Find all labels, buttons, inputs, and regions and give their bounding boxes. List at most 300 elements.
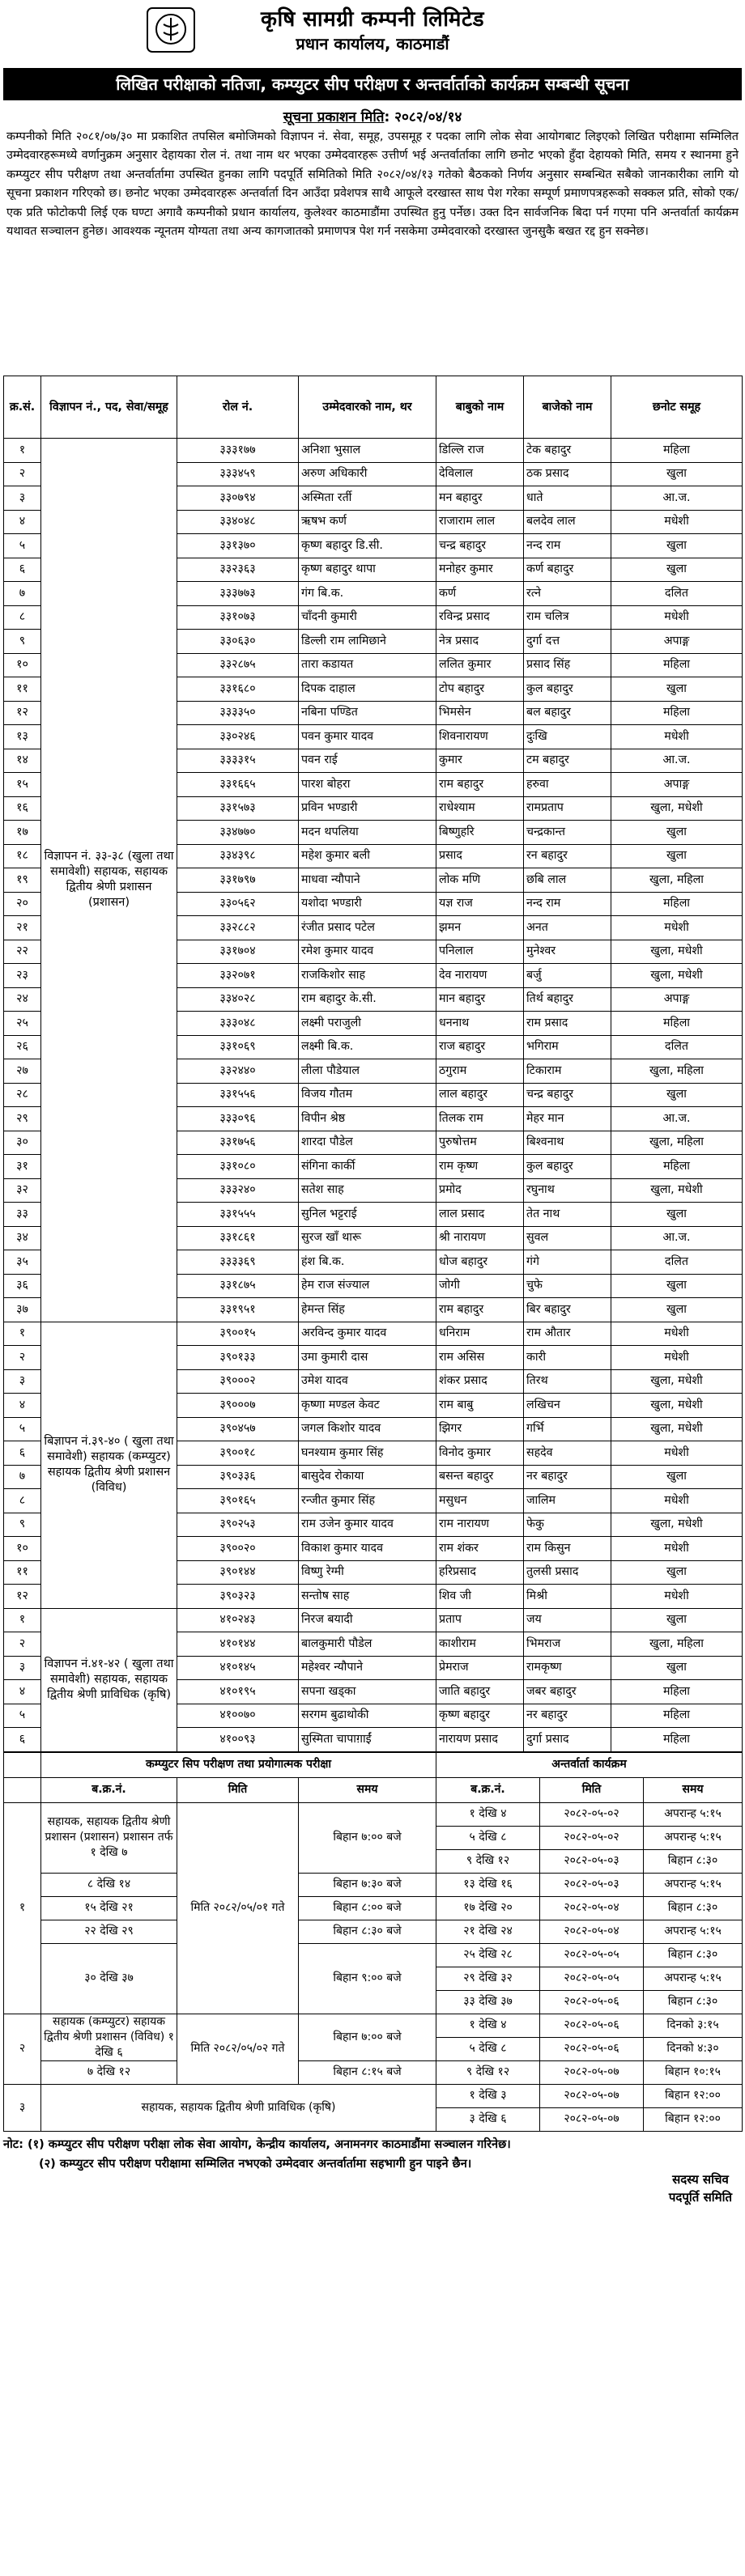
int-date: २०८२-०५-०५ <box>540 1943 644 1967</box>
int-roll: २५ देखि २८ <box>436 1943 540 1967</box>
row-selection-group: महिला <box>611 1728 743 1752</box>
sch-roll-range <box>41 1802 177 1873</box>
row-selection-group: मधेशी <box>611 1585 743 1609</box>
row-sn: २१ <box>4 916 41 940</box>
row-selection-group: महिला <box>611 439 743 463</box>
row-selection-group: खुला <box>611 1608 743 1632</box>
row-roll: ३३३३६९ <box>177 1250 299 1275</box>
int-roll: १ देखि ४ <box>436 2014 540 2037</box>
sch-roll: ३० देखि ३७ <box>41 1943 177 2014</box>
row-selection-group: मधेशी <box>611 1537 743 1561</box>
schedule-blank <box>4 1752 41 1777</box>
row-roll: ३३१६६५ <box>177 773 299 797</box>
row-candidate-name: विष्णु रेग्मी <box>299 1560 436 1585</box>
row-roll: ३३२८८२ <box>177 916 299 940</box>
row-grandfather-name: बर्जु <box>524 964 611 988</box>
int-roll: ३३ देखि ३७ <box>436 1990 540 2014</box>
row-grandfather-name: दुर्गा प्रसाद <box>524 1728 611 1752</box>
row-candidate-name: राजकिशोर साह <box>299 964 436 988</box>
row-father-name: शिव जी <box>436 1585 524 1609</box>
row-roll: ३३१५५५ <box>177 1203 299 1227</box>
row-roll: ३३३३१५ <box>177 749 299 773</box>
row-grandfather-name: रन बहादुर <box>524 844 611 868</box>
row-roll: ३३१५५६ <box>177 1083 299 1107</box>
note-1: नोट: (१) कम्प्युटर सीप परीक्षण परीक्षा लोक सेवा आयोग, केन्द्रीय कार्यालय, अनामनगर काठमाडौंमा सञ्चालन गरिनेछ। <box>3 2137 511 2151</box>
sch-time: बिहान ८:३० बजे <box>299 1920 436 1943</box>
row-roll: ३३३०९६ <box>177 1107 299 1131</box>
row-selection-group: खुला <box>611 821 743 845</box>
row-father-name: नेत्र प्रसाद <box>436 630 524 654</box>
row-candidate-name: विजय गौतम <box>299 1083 436 1107</box>
row-sn: २९ <box>4 1107 41 1131</box>
int-date: २०८२-०५-०३ <box>540 1849 644 1873</box>
row-father-name: प्रसाद <box>436 844 524 868</box>
row-father-name: चन्द्र बहादुर <box>436 534 524 558</box>
row-father-name: शिवनारायण <box>436 725 524 749</box>
row-selection-group: महिला <box>611 892 743 916</box>
row-roll: ३३१९५१ <box>177 1298 299 1322</box>
publish-date-label: सूचना प्रकाशन मिति <box>283 109 385 125</box>
row-father-name: झमन <box>436 916 524 940</box>
row-candidate-name: पारश बोहरा <box>299 773 436 797</box>
row-grandfather-name: नन्द राम <box>524 534 611 558</box>
row-grandfather-name: नन्द राम <box>524 892 611 916</box>
sch-time: बिहान ८:०० बजे <box>299 1896 436 1920</box>
int-roll: १ देखि ३ <box>436 2084 540 2107</box>
row-sn: ८ <box>4 605 41 630</box>
row-grandfather-name: भिमराज <box>524 1632 611 1657</box>
row-candidate-name: कृष्णा मण्डल केवट <box>299 1394 436 1418</box>
sch-time: बिहान ९:०० बजे <box>299 1943 436 2014</box>
row-sn: ४ <box>4 510 41 534</box>
row-grandfather-name: बिश्वनाथ <box>524 1131 611 1155</box>
row-candidate-name: सपना खड्का <box>299 1680 436 1704</box>
row-sn: ३ <box>4 486 41 511</box>
schedule-row <box>4 2014 743 2037</box>
int-date: २०८२-०५-०४ <box>540 1920 644 1943</box>
row-father-name: राजाराम लाल <box>436 510 524 534</box>
row-selection-group: अपाङ्ग <box>611 630 743 654</box>
row-sn: २ <box>4 1632 41 1657</box>
row-grandfather-name: राम किसुन <box>524 1537 611 1561</box>
row-father-name: राम शंकर <box>436 1537 524 1561</box>
int-time: अपरान्ह ५:१५ <box>644 1920 743 1943</box>
row-sn: २५ <box>4 1012 41 1036</box>
interview-heading: अन्तर्वार्ता कार्यक्रम <box>436 1752 743 1777</box>
row-grandfather-name: मुनेश्वर <box>524 940 611 964</box>
row-roll: ३३३७७३ <box>177 582 299 606</box>
int-date: २०८२-०५-०३ <box>540 1873 644 1896</box>
int-time: अपरान्ह ५:१५ <box>644 1826 743 1849</box>
notice-page <box>3 2 742 2205</box>
row-father-name: राम बहादुर <box>436 773 524 797</box>
row-selection-group: मधेशी <box>611 510 743 534</box>
schedule-row <box>4 1943 743 1967</box>
sch-time: बिहान ७:०० बजे <box>299 2014 436 2060</box>
row-selection-group: महिला <box>611 653 743 677</box>
row-sn: २६ <box>4 1035 41 1059</box>
row-selection-group: मधेशी <box>611 725 743 749</box>
row-sn: २ <box>4 1346 41 1370</box>
row-grandfather-name: जालिम <box>524 1489 611 1513</box>
row-grandfather-name: सुवल <box>524 1226 611 1250</box>
row-sn: १ <box>4 1608 41 1632</box>
row-roll: ३९०००२ <box>177 1369 299 1394</box>
col-father-header: बाबुको नाम <box>436 376 524 439</box>
row-roll: ३३४३९८ <box>177 844 299 868</box>
int-time: बिहान ८:३० <box>644 1943 743 1967</box>
row-roll: ३३२०७१ <box>177 964 299 988</box>
row-father-name: रविन्द्र प्रसाद <box>436 605 524 630</box>
sch-date: मिति २०८२/०५/०२ गते <box>177 2014 299 2084</box>
row-selection-group: खुला, मधेशी <box>611 964 743 988</box>
int-roll: ९ देखि १२ <box>436 1849 540 1873</box>
row-sn: १९ <box>4 868 41 893</box>
row-sn: २४ <box>4 987 41 1012</box>
row-father-name: प्रताप <box>436 1608 524 1632</box>
col-sn-header: क्र.सं. <box>4 376 41 439</box>
sch-time: बिहान ७:०० बजे <box>299 1802 436 1873</box>
row-sn: १० <box>4 653 41 677</box>
row-selection-group: आ.ज. <box>611 486 743 511</box>
row-selection-group: खुला <box>611 1083 743 1107</box>
row-selection-group: महिला <box>611 1012 743 1036</box>
row-candidate-name: अरविन्द कुमार यादव <box>299 1322 436 1346</box>
row-roll: ४१०१४५ <box>177 1656 299 1680</box>
row-roll: ३३१०८० <box>177 1155 299 1179</box>
int-roll: ५ देखि ८ <box>436 1826 540 1849</box>
int-roll: २९ देखि ३२ <box>436 1967 540 1990</box>
sch-time: बिहान ८:१५ बजे <box>299 2060 436 2084</box>
computer-test-heading: कम्प्युटर सिप परीक्षण तथा प्रयोगात्मक परीक्षा <box>41 1752 436 1777</box>
int-time: दिनको ४:३० <box>644 2037 743 2060</box>
row-candidate-name: जगल किशोर यादव <box>299 1417 436 1441</box>
row-father-name: तिलक राम <box>436 1107 524 1131</box>
row-sn: ३४ <box>4 1226 41 1250</box>
row-candidate-name: रंजीत प्रसाद पटेल <box>299 916 436 940</box>
row-father-name: जाति बहादुर <box>436 1680 524 1704</box>
row-candidate-name: हेम राज संज्याल <box>299 1274 436 1298</box>
row-candidate-name: राम उजेन कुमार यादव <box>299 1513 436 1537</box>
col-advert-header: विज्ञापन नं., पद, सेवा/समूह <box>41 376 177 439</box>
row-grandfather-name: जबर बहादुर <box>524 1680 611 1704</box>
row-selection-group: खुला, मधेशी <box>611 1394 743 1418</box>
schedule-row <box>4 2060 743 2084</box>
schedule-row <box>4 1873 743 1896</box>
row-candidate-name: लक्ष्मी पराजुली <box>299 1012 436 1036</box>
sch-col-date: मिति <box>177 1777 299 1802</box>
advert-group-label: विज्ञापन नं.४१-४२ ( खुला तथा समावेशी) सहायक, सहायक द्वितीय श्रेणी प्राविधिक (कृषि) <box>41 1608 177 1751</box>
row-selection-group: खुला <box>611 1560 743 1585</box>
row-sn: ३३ <box>4 1203 41 1227</box>
row-sn: १ <box>4 439 41 463</box>
int-time: बिहान १२:०० <box>644 2084 743 2107</box>
sch-roll: ८ देखि १४ <box>41 1873 177 1896</box>
row-sn: १२ <box>4 701 41 725</box>
row-father-name: धोज बहादुर <box>436 1250 524 1275</box>
row-sn: २० <box>4 892 41 916</box>
row-sn: १२ <box>4 1585 41 1609</box>
advert-group-label: बिज्ञापन नं.३९-४० ( खुला तथा समावेशी) सहायक (कम्प्युटर) सहायक द्वितीय श्रेणी प्रशासन (विविध) <box>41 1322 177 1608</box>
row-grandfather-name: तिर्थ बहादुर <box>524 987 611 1012</box>
row-selection-group: खुला, मधेशी <box>611 1369 743 1394</box>
row-selection-group: खुला <box>611 844 743 868</box>
row-candidate-name: प्रविन भण्डारी <box>299 796 436 821</box>
int-roll: १ देखि ४ <box>436 1802 540 1826</box>
row-sn: २७ <box>4 1059 41 1084</box>
row-grandfather-name: मेहर मान <box>524 1107 611 1131</box>
sch-time: बिहान ७:३० बजे <box>299 1873 436 1896</box>
row-grandfather-name: टेक बहादुर <box>524 439 611 463</box>
row-grandfather-name: कुल बहादुर <box>524 1155 611 1179</box>
publish-date <box>3 107 742 128</box>
row-grandfather-name: टिकाराम <box>524 1059 611 1084</box>
row-roll: ३३३४५९ <box>177 462 299 486</box>
row-grandfather-name: नर बहादुर <box>524 1465 611 1489</box>
sign-committee: पदपूर्ति समिति <box>668 2189 732 2205</box>
sch-roll: २२ देखि २९ <box>41 1920 177 1943</box>
row-sn: १४ <box>4 749 41 773</box>
sch-col-time: समय <box>299 1777 436 1802</box>
row-grandfather-name: कारी <box>524 1346 611 1370</box>
row-candidate-name: रन्जीत कुमार सिंह <box>299 1489 436 1513</box>
row-father-name: राम कृष्ण <box>436 1155 524 1179</box>
row-roll: ४१००९३ <box>177 1728 299 1752</box>
row-candidate-name: गंग बि.क. <box>299 582 436 606</box>
row-sn: २२ <box>4 940 41 964</box>
int-roll: ३ देखि ६ <box>436 2107 540 2131</box>
row-grandfather-name: भगिराम <box>524 1035 611 1059</box>
row-selection-group: खुला, मधेशी <box>611 940 743 964</box>
row-roll: ४१०२४३ <box>177 1608 299 1632</box>
row-father-name: राम बहादुर <box>436 1298 524 1322</box>
row-grandfather-name: छबि लाल <box>524 868 611 893</box>
row-roll: ३९०३२३ <box>177 1585 299 1609</box>
int-date: २०८२-०५-०६ <box>540 1990 644 2014</box>
row-sn: ३६ <box>4 1274 41 1298</box>
row-sn: १५ <box>4 773 41 797</box>
row-grandfather-name: रघुनाथ <box>524 1178 611 1203</box>
row-candidate-name: अरुण अधिकारी <box>299 462 436 486</box>
int-roll: १७ देखि २० <box>436 1896 540 1920</box>
row-grandfather-name: चन्द्र बहादुर <box>524 1083 611 1107</box>
row-roll: ३३१७९७ <box>177 868 299 893</box>
row-selection-group: खुला <box>611 1274 743 1298</box>
row-selection-group: मधेशी <box>611 1346 743 1370</box>
row-selection-group: खुला, मधेशी <box>611 1417 743 1441</box>
row-father-name: काशीराम <box>436 1632 524 1657</box>
row-selection-group: दलित <box>611 582 743 606</box>
row-father-name: राधेश्याम <box>436 796 524 821</box>
row-candidate-name: अनिशा भुसाल <box>299 439 436 463</box>
row-candidate-name: उमेश यादव <box>299 1369 436 1394</box>
row-sn: ११ <box>4 1560 41 1585</box>
row-candidate-name: नबिना पण्डित <box>299 701 436 725</box>
row-sn: ११ <box>4 677 41 702</box>
row-father-name: बिष्णुहरि <box>436 821 524 845</box>
int-roll: ५ देखि ८ <box>436 2037 540 2060</box>
row-roll: ४१०१९५ <box>177 1680 299 1704</box>
row-father-name: मनोहर कुमार <box>436 558 524 582</box>
row-father-name: कृष्ण बहादुर <box>436 1704 524 1728</box>
row-selection-group: महिला <box>611 1704 743 1728</box>
row-roll: ३३१७०४ <box>177 940 299 964</box>
table-row <box>4 1322 743 1346</box>
int-date: २०८२-०५-०५ <box>540 1967 644 1990</box>
row-sn: १३ <box>4 725 41 749</box>
row-selection-group: मधेशी <box>611 605 743 630</box>
row-sn: ९ <box>4 1513 41 1537</box>
sch-post: सहायक (कम्प्युटर) सहायक द्वितीय श्रेणी प्रशासन (विविध) <box>44 2014 165 2043</box>
row-roll: ४१०१४४ <box>177 1632 299 1657</box>
sch-col-roll: ब.क्र.नं. <box>41 1777 177 1802</box>
row-sn: ४ <box>4 1394 41 1418</box>
row-father-name: बसन्त बहादुर <box>436 1465 524 1489</box>
row-roll: ३३३०४८ <box>177 1012 299 1036</box>
row-selection-group: खुला, महिला <box>611 1131 743 1155</box>
row-sn: १८ <box>4 844 41 868</box>
sch-roll-range <box>41 2014 177 2060</box>
row-candidate-name: लक्ष्मी बि.क. <box>299 1035 436 1059</box>
row-roll: ३३१०७३ <box>177 605 299 630</box>
row-roll: ३३०५६२ <box>177 892 299 916</box>
schedule-table <box>3 1752 743 2132</box>
row-candidate-name: हंश बि.क. <box>299 1250 436 1275</box>
row-selection-group: खुला <box>611 1656 743 1680</box>
row-selection-group: खुला <box>611 1465 743 1489</box>
row-candidate-name: उमा कुमारी दास <box>299 1346 436 1370</box>
row-father-name: यज्ञ राज <box>436 892 524 916</box>
row-roll: ३९०४५७ <box>177 1417 299 1441</box>
int-date: २०८२-०५-०२ <box>540 1802 644 1826</box>
sch-roll: १ देखि ७ <box>90 1846 128 1859</box>
row-candidate-name: राम बहादुर के.सी. <box>299 987 436 1012</box>
int-time: दिनको ३:१५ <box>644 2014 743 2037</box>
row-roll: ३३४७७० <box>177 821 299 845</box>
notice-banner: लिखित परीक्षाको नतिजा, कम्प्युटर सीप परीक्षण र अन्तर्वार्ताको कार्यक्रम सम्बन्धी सूचना <box>3 68 742 100</box>
row-father-name: कर्ण <box>436 582 524 606</box>
row-grandfather-name: रामप्रताप <box>524 796 611 821</box>
header <box>3 2 742 68</box>
row-candidate-name: महेश्वर न्यौपाने <box>299 1656 436 1680</box>
row-roll: ३३१८७५ <box>177 1274 299 1298</box>
row-father-name: पुरुषोत्तम <box>436 1131 524 1155</box>
row-roll: ३३४०२८ <box>177 987 299 1012</box>
row-grandfather-name: तेत नाथ <box>524 1203 611 1227</box>
row-roll: ३३४०४८ <box>177 510 299 534</box>
row-sn: ६ <box>4 1441 41 1466</box>
row-candidate-name: लीला पौडेयाल <box>299 1059 436 1084</box>
row-selection-group: खुला, मधेशी <box>611 796 743 821</box>
row-grandfather-name: चुफे <box>524 1274 611 1298</box>
sch-sn: ३ <box>4 2084 41 2131</box>
row-candidate-name: सतेश साह <box>299 1178 436 1203</box>
row-roll: ३३१८६१ <box>177 1226 299 1250</box>
row-grandfather-name: धाते <box>524 486 611 511</box>
sch-sn: १ <box>4 1802 41 2014</box>
row-father-name: ठगुराम <box>436 1059 524 1084</box>
row-sn: १ <box>4 1322 41 1346</box>
row-candidate-name: दिपक दाहाल <box>299 677 436 702</box>
row-roll: ३३१३७० <box>177 534 299 558</box>
sch-col-sn <box>4 1777 41 1802</box>
org-name: कृषि सामग्री कम्पनी लिमिटेड <box>261 7 484 32</box>
row-selection-group: खुला <box>611 677 743 702</box>
int-time: बिहान १०:१५ <box>644 2060 743 2084</box>
row-father-name: शंकर प्रसाद <box>436 1369 524 1394</box>
row-candidate-name: शारदा पौडेल <box>299 1131 436 1155</box>
row-father-name: मन बहादुर <box>436 486 524 511</box>
row-father-name: पनिलाल <box>436 940 524 964</box>
row-roll: ३३२४४० <box>177 1059 299 1084</box>
row-candidate-name: विकाश कुमार यादव <box>299 1537 436 1561</box>
notes <box>3 2135 742 2205</box>
row-father-name: कुमार <box>436 749 524 773</box>
int-time: बिहान १२:०० <box>644 2107 743 2131</box>
office-name: प्रधान कार्यालय, काठमाडौं <box>296 34 449 53</box>
row-candidate-name: सुरज खाँ थारू <box>299 1226 436 1250</box>
int-date: २०८२-०५-०७ <box>540 2107 644 2131</box>
int-date: २०८२-०५-०७ <box>540 2060 644 2084</box>
row-candidate-name: हेमन्त सिंह <box>299 1298 436 1322</box>
row-roll: ४१००७० <box>177 1704 299 1728</box>
table-row <box>4 439 743 463</box>
row-candidate-name: अस्मिता रर्ती <box>299 486 436 511</box>
row-sn: ९ <box>4 630 41 654</box>
row-grandfather-name: तुलसी प्रसाद <box>524 1560 611 1585</box>
row-grandfather-name: मिश्री <box>524 1585 611 1609</box>
row-grandfather-name: राम चलित्र <box>524 605 611 630</box>
int-roll: ९ देखि १२ <box>436 2060 540 2084</box>
sch-post: सहायक, सहायक द्वितीय श्रेणी प्रशासन (प्रशासन) प्रशासन तर्फ <box>45 1815 173 1844</box>
schedule-row <box>4 1896 743 1920</box>
row-father-name: धनिराम <box>436 1322 524 1346</box>
col-name-header: उम्मेदवारको नाम, थर <box>299 376 436 439</box>
row-candidate-name: कृष्ण बहादुर थापा <box>299 558 436 582</box>
row-candidate-name: यशोदा भण्डारी <box>299 892 436 916</box>
row-selection-group: मधेशी <box>611 1441 743 1466</box>
row-roll: ३३०७९४ <box>177 486 299 511</box>
sign-title: सदस्य सचिव <box>672 2171 729 2187</box>
schedule-row <box>4 1920 743 1943</box>
row-selection-group: खुला <box>611 1203 743 1227</box>
row-sn: ३१ <box>4 1155 41 1179</box>
int-time: बिहान ८:३० <box>644 1990 743 2014</box>
row-grandfather-name: ठक प्रसाद <box>524 462 611 486</box>
row-candidate-name: बालकुमारी पौडेल <box>299 1632 436 1657</box>
int-roll: १३ देखि १६ <box>436 1873 540 1896</box>
row-selection-group: खुला <box>611 534 743 558</box>
row-roll: ३९०१६५ <box>177 1489 299 1513</box>
sch-sn: २ <box>4 2014 41 2084</box>
row-grandfather-name: फेकु <box>524 1513 611 1537</box>
row-selection-group: अपाङ्ग <box>611 773 743 797</box>
table-row <box>4 1608 743 1632</box>
row-grandfather-name: लखिचन <box>524 1394 611 1418</box>
row-sn: ३ <box>4 1369 41 1394</box>
row-father-name: लोक मणि <box>436 868 524 893</box>
row-grandfather-name: सहदेव <box>524 1441 611 1466</box>
row-candidate-name: मदन थपलिया <box>299 821 436 845</box>
row-selection-group: अपाङ्ग <box>611 987 743 1012</box>
row-grandfather-name: गंगे <box>524 1250 611 1275</box>
int-time: बिहान ८:३० <box>644 1896 743 1920</box>
row-roll: ३३०६३० <box>177 630 299 654</box>
row-roll: ३९०१३३ <box>177 1346 299 1370</box>
row-roll: ३९००२० <box>177 1537 299 1561</box>
int-date: २०८२-०५-०७ <box>540 2084 644 2107</box>
row-selection-group: खुला, महिला <box>611 1059 743 1084</box>
